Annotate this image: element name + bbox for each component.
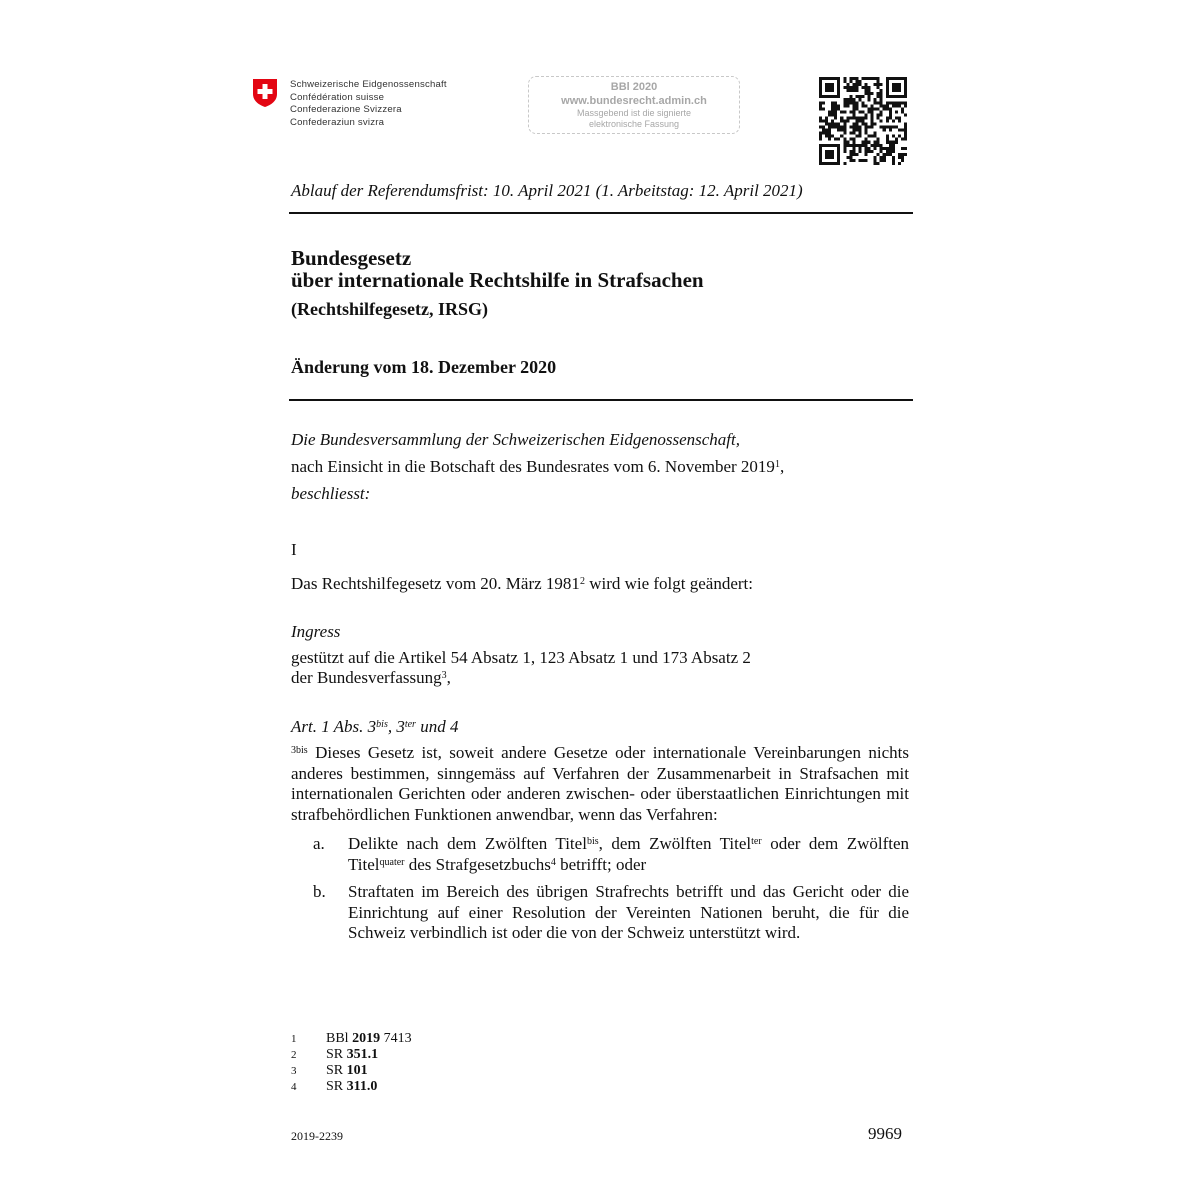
stamp-url: www.bundesrecht.admin.ch (561, 95, 707, 107)
list-sup: bis (586, 836, 599, 847)
ingress-end: , (446, 668, 451, 687)
footnote-prefix: SR (326, 1063, 347, 1078)
list-item: Straftaten im Bereich des übrigen Strafrechts betrifft und das Gericht oder die Einrichtung auf einer Resolution der Vereinten Nationen beruht, die für die Schweiz verbindlich ist oder die von der Schweiz unterstützt wird. (348, 882, 909, 942)
swiss-crest-logo (252, 78, 278, 108)
footnote-prefix: BBl (326, 1031, 353, 1046)
document-number: 2019-2239 (291, 1129, 343, 1143)
footnote-prefix: SR (326, 1047, 347, 1062)
article-paragraph (291, 743, 909, 825)
list-item (348, 834, 909, 875)
stamp-line: elektronische Fassung (588, 119, 680, 129)
ingress-line: gestützt auf die Artikel 54 Absatz 1, 123 Absatz 1 und 173 Absatz 2 (291, 648, 751, 667)
footnote-ref: 4 (550, 856, 556, 868)
confederation-name-block (290, 79, 447, 129)
qr-code-icon (819, 77, 907, 165)
footnote-number: 4 (291, 1081, 297, 1093)
footnote-bold: 311.0 (346, 1079, 378, 1094)
article-heading-text: und 4 (415, 717, 459, 736)
publication-stamp (528, 76, 740, 134)
footnote-suffix: 7413 (380, 1031, 412, 1046)
footnote-number: 3 (291, 1065, 297, 1077)
intro-text: Das Rechtshilfegesetz vom 20. März 1981 (291, 574, 580, 593)
page-number: 9969 (868, 1124, 902, 1143)
footnote-bold: 351.1 (346, 1047, 379, 1062)
list-text: oder dem Zwölften Titel (348, 834, 910, 874)
law-short-title: (Rechtshilfegesetz, IRSG) (291, 299, 488, 319)
footnote-ref: 3 (441, 670, 447, 681)
section-numeral: I (291, 540, 297, 559)
ingress-heading: Ingress (291, 622, 341, 641)
intro-line (291, 574, 753, 594)
footnote-number: 1 (291, 1033, 297, 1045)
paragraph-text: Dieses Gesetz ist, soweit andere Gesetze oder internationale Vereinbarungen nichts anderes bestimmen, sinngemäss auf Verfahren der Zusammenarbeit in Strafsachen mit internationalen Gerichten oder anderen zwischen- oder überstaatlichen Einrichtungen mit strafbehördlichen Funktionen anwendbar, wenn das Verfahren: (291, 743, 909, 824)
article-heading-text: , 3 (387, 717, 405, 736)
preamble-insight: nach Einsicht in die Botschaft des Bundesrates vom 6. November 2019$^1$, (291, 457, 785, 476)
list-text: betrifft; oder (555, 854, 647, 874)
list-text: Delikte nach dem Zwölften Titel (348, 834, 587, 853)
footnote-prefix: SR (326, 1079, 347, 1094)
footnote-number: 2 (291, 1049, 297, 1061)
ingress-text: der Bundesverfassung (291, 668, 442, 687)
divider (289, 399, 913, 401)
article-sup: bis (376, 719, 388, 730)
footnote-ref: 1 (774, 459, 780, 470)
paragraph-marker: 3bis (291, 745, 308, 756)
stamp-line: BBl 2020 (610, 81, 658, 93)
divider (289, 212, 913, 214)
footnote-ref: 2 (579, 576, 585, 587)
confederation-line: Confédération suisse (290, 91, 385, 103)
footnote-text (326, 1047, 378, 1063)
list-sup: quater (379, 856, 405, 868)
footnote-text (326, 1079, 377, 1095)
article-heading (291, 717, 458, 737)
preamble-insight-text: nach Einsicht in die Botschaft des Bundesrates vom 6. November 2019 (291, 457, 775, 476)
preamble-decides: beschliesst: (291, 484, 371, 503)
list-item-letter: a. (313, 834, 325, 853)
footnote-text (326, 1063, 368, 1079)
confederation-line: Confederaziun svizra (290, 116, 385, 128)
amendment-date: Änderung vom 18. Dezember 2020 (291, 357, 557, 377)
list-text: des Strafgesetzbuchs (404, 854, 551, 874)
law-title: Bundesgesetz (291, 246, 412, 270)
footnote-bold: 2019 (352, 1031, 381, 1046)
referendum-deadline: Ablauf der Referendumsfrist: 10. April 2021 (1. Arbeitstag: 12. April 2021) (291, 181, 803, 200)
confederation-line: Confederazione Svizzera (290, 104, 402, 116)
ingress-line (291, 668, 451, 688)
article-heading-text: Art. 1 Abs. 3 (291, 717, 377, 736)
article-sup: ter (404, 719, 416, 730)
footnote-bold: 101 (346, 1063, 368, 1078)
list-text: , dem Zwölften Titel (598, 834, 752, 853)
confederation-line: Schweizerische Eidgenossenschaft (290, 79, 447, 90)
law-subtitle: über internationale Rechtshilfe in Strafsachen (291, 268, 704, 292)
list-sup: ter (751, 836, 762, 847)
intro-end: wird wie folgt geändert: (584, 574, 753, 593)
qr-code-modules (819, 77, 907, 165)
stamp-line: Massgebend ist die signierte (576, 108, 692, 118)
footnote-text (326, 1031, 412, 1047)
preamble-assembly: Die Bundesversammlung der Schweizerischen Eidgenossenschaft, (291, 430, 740, 449)
list-item-letter: b. (313, 882, 326, 901)
